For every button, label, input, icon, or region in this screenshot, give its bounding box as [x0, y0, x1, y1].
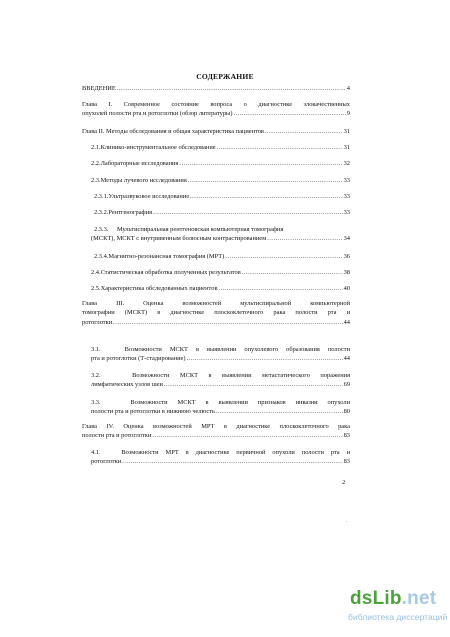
toc-entry-2-3-1[interactable]: 2.3.1. Ультразвуковое исследование ..... 33: [94, 192, 350, 201]
toc-entry-2-2[interactable]: 2.2. Лабораторные исследования ..... 32: [91, 159, 350, 168]
toc-entry-intro[interactable]: ВВЕДЕНИЕ ..... 4: [82, 84, 350, 93]
toc-entry-chapter-3[interactable]: Глава III. Оценка возможностей мультиспиральной компьютерной томографии (МСКТ) в диагностике плоскоклеточного рака полости рта и ротоглотки ..... 44: [82, 299, 350, 327]
toc-entry-3-3[interactable]: 3.3. Возможности МСКТ в выявлении признаков инвазии опухоли полости рта и ротоглотки в нижнюю челюсть ..... 80: [91, 398, 350, 417]
logo-subtitle: библиотека диссертаций: [348, 612, 448, 622]
toc-entry-4-1[interactable]: 4.1. Возможности МРТ в диагностике первичной опухоли полости рта и ротоглотки ..... 83: [91, 448, 350, 467]
toc-entry-2-1[interactable]: 2.1. Клинико-инструментальное обследование ..... 31: [91, 143, 350, 152]
toc-entry-2-3-3[interactable]: 2.3.3. Мультиспиральная рентгеновская компьютерная томография (МСКТ), МСКТ с внутривенным болюсным контрастированием ..... 34: [94, 225, 350, 244]
toc-entry-3-2[interactable]: 3.2. Возможности МСКТ в выявлении метастатического поражения лимфатических узлов шеи ..... 69: [91, 371, 350, 390]
toc-entry-chapter-2[interactable]: Глава II. Методы обследования и общая характеристика пациентов ..... 31: [82, 127, 350, 136]
page-number: 2: [342, 479, 346, 486]
toc-entry-2-3-2[interactable]: 2.3.2. Рентгенография ..... 33: [94, 208, 350, 217]
logo-brand: dsLib.net: [350, 588, 437, 609]
toc-entry-2-4[interactable]: 2.4. Статистическая обработка полученных результатов ..... 38: [91, 268, 350, 277]
scan-mark: .: [346, 519, 348, 524]
toc-entry-2-3-4[interactable]: 2.3.4. Магнитно-резонансная томография (МРТ) ..... 36: [94, 252, 350, 261]
page-title: СОДЕРЖАНИЕ: [196, 72, 254, 81]
dslib-logo[interactable]: [348, 588, 448, 628]
toc-entry-2-5[interactable]: 2.5. Характеристика обследованных пациентов ..... 40: [91, 284, 350, 293]
toc-entry-chapter-1[interactable]: Глава I. Современное состояние вопроса о диагностике злокачественных опухолей полости рта и ротоглотки (обзор литературы) ..... 9: [82, 100, 350, 119]
toc-entry-chapter-4[interactable]: Глава IV. Оценка возможностей МРТ в диагностике плоскоклеточного рака полости рта и ротоглотки ..... 83: [82, 422, 350, 441]
toc-entry-3-1[interactable]: 3.1. Возможности МСКТ в выявлении опухолевого образования полости рта и ротоглотки (Т-стадирование) ..... 44: [91, 345, 350, 364]
toc-entry-2-3[interactable]: 2.3. Методы лучевого исследования ..... 33: [91, 176, 350, 185]
